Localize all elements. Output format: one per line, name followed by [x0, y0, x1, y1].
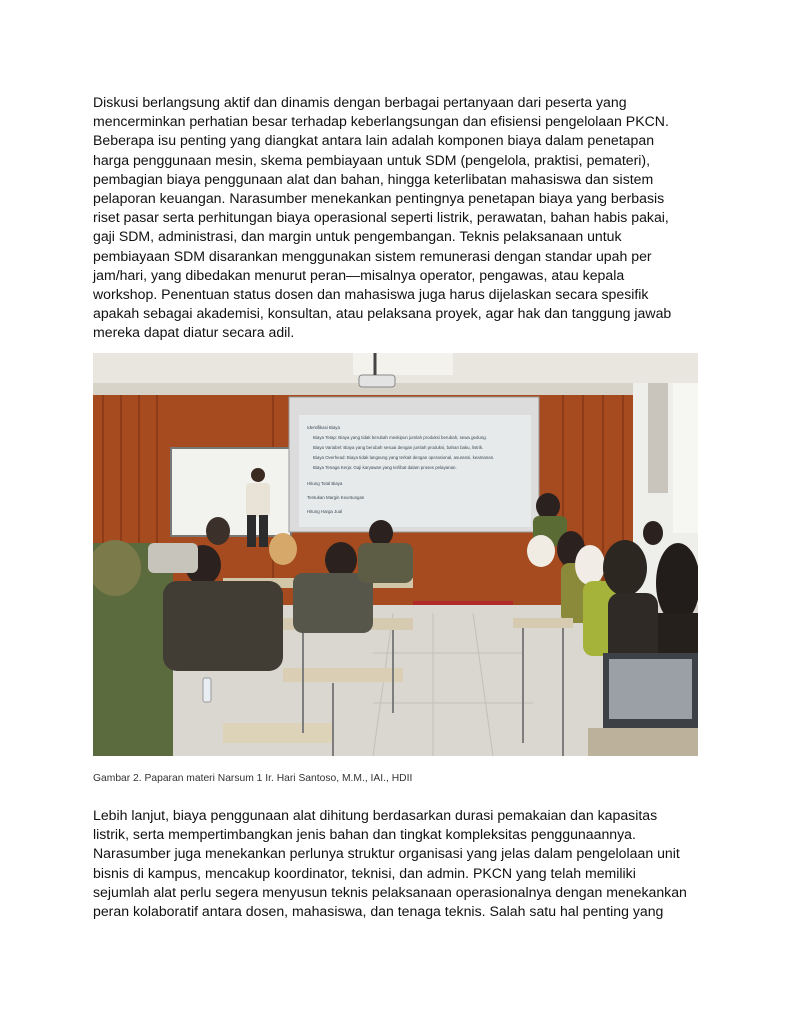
- slide-line: Biaya Tetap: Biaya yang tidak berubah meskipun jumlah produksi berubah, sewa gedung.: [313, 435, 487, 440]
- text-line: Diskusi berlangsung aktif dan dinamis dengan berbagai pertanyaan dari peserta yang: [93, 94, 627, 110]
- slide-line: Biaya Variabel: Biaya yang berubah sesuai dengan jumlah produksi, bahan baku, listrik.: [313, 445, 484, 450]
- text-line: pembiayaan SDM disarankan menggunakan sistem remunerasi dengan standar upah per: [93, 247, 652, 264]
- text-line: jam/hari, yang dibedakan menurut peran—misalnya operator, pengawas, atau kepala: [93, 266, 625, 283]
- paragraph-discussion: [93, 93, 705, 343]
- text-line: bisnis di kampus, mencakup koordinator, teknisi, dan admin. PKCN yang telah memiliki: [93, 864, 636, 881]
- text-line: Beberapa isu penting yang diangkat antara lain adalah komponen biaya dalam penetapan: [93, 132, 655, 149]
- slide-line: Hitung Total Biaya: [307, 481, 343, 486]
- text-line: pembagian biaya penggunaan alat dan bahan, hingga keterlibatan mahasiswa dan sistem: [93, 170, 654, 187]
- slide-line: Identifikasi Biaya: [307, 425, 340, 430]
- text-line: sejumlah alat perlu segera menyusun teknis pelaksanaan operasionalnya dengan menekankan: [93, 883, 687, 900]
- text-line: peran kolaboratif antara dosen, mahasiswa, dan tenaga teknis. Salah satu hal penting yang: [93, 903, 664, 920]
- photo-caption: Gambar 2. Paparan materi Narsum 1 Ir. Hari Santoso, M.M., IAI., HDII: [93, 773, 413, 784]
- slide-line: Tentukan Margin Keuntungan: [307, 495, 365, 500]
- text-line: Lebih lanjut, biaya penggunaan alat dihitung berdasarkan durasi pemakaian dan kapasitas: [93, 807, 658, 823]
- text-line: workshop. Penentuan status dosen dan mahasiswa juga harus dijelaskan secara spesifik: [93, 286, 649, 303]
- paragraph-followup: [93, 806, 705, 921]
- slide-line: Biaya Tenaga Kerja: Gaji karyawan yang terlibat dalam proses pelayanan.: [313, 465, 457, 470]
- text-line: harga penggunaan mesin, skema pembiayaan untuk SDM (pengelola, praktisi, pemateri),: [93, 151, 651, 168]
- text-line: listrik, serta mempertimbangkan jenis bahan dan tingkat kompleksitas penggunaannya.: [93, 826, 636, 843]
- text-line: mereka dapat diatur secara adil.: [93, 324, 295, 341]
- text-line: apakah sebagai akademisi, konsultan, atau pelaksana proyek, agar hak dan tanggung jawab: [93, 305, 672, 322]
- seminar-photo: [93, 353, 698, 756]
- text-line: riset pasar serta perhitungan biaya operasional seperti listrik, perawatan, bahan habis pakai,: [93, 209, 669, 226]
- slide-line: Hitung Harga Jual: [307, 509, 343, 514]
- text-line: mencerminkan perhatian besar terhadap keberlangsungan dan efisiensi pengelolaan PKCN.: [93, 113, 669, 130]
- slide-line: Biaya Overhead: Biaya tidak langsung yang terkait dengan operasional, asuransi, keamanan.: [313, 455, 495, 460]
- text-line: pelaporan keuangan. Narasumber menekankan pentingnya penetapan biaya yang berbasis: [93, 190, 665, 207]
- text-line: Narasumber juga menekankan perlunya struktur organisasi yang jelas dalam pengelolaan unit: [93, 845, 680, 862]
- text-line: gaji SDM, administrasi, dan margin untuk pengembangan. Teknis pelaksanaan untuk: [93, 228, 622, 245]
